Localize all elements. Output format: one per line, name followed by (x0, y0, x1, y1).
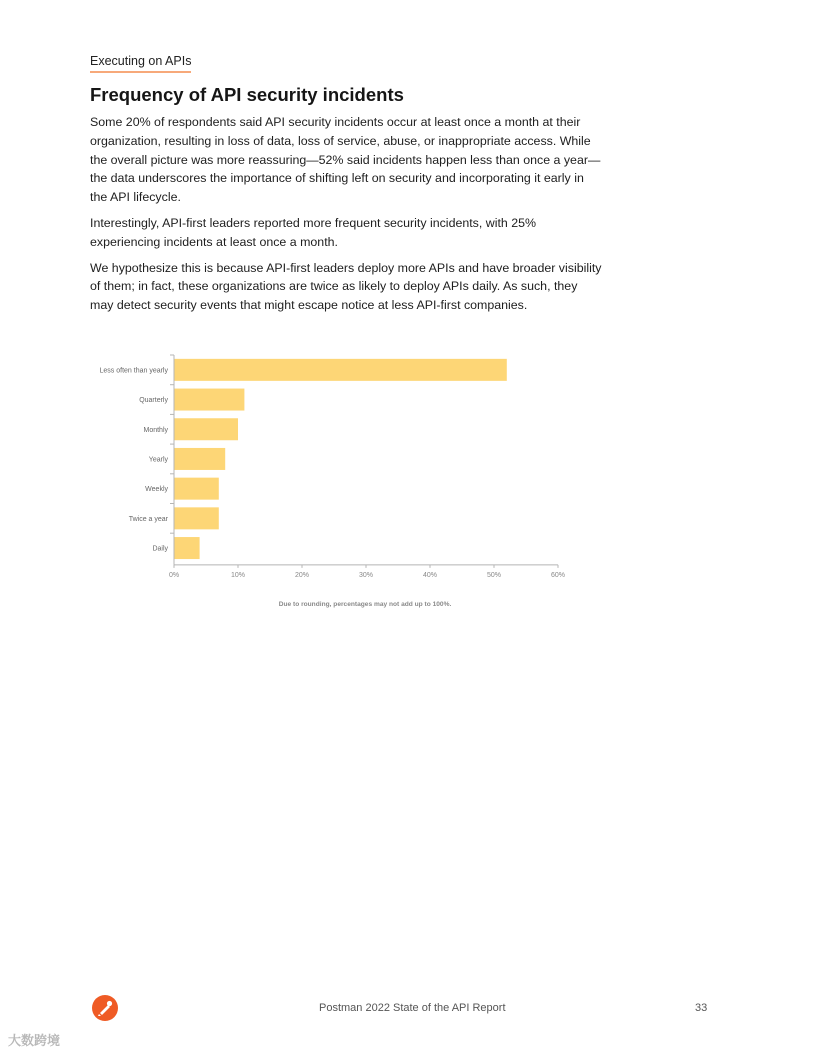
body-text (90, 113, 602, 322)
footer-page-number: 33 (695, 1002, 708, 1014)
category-label: Monthly (143, 426, 168, 434)
bar (175, 359, 507, 381)
x-tick-label: 20% (294, 571, 310, 579)
paragraph-1: Some 20% of respondents said API security incidents occur at least once a month at their organization, resulting in loss of data, loss of service, abuse, or inappropriate access. While the overall picture was more reassuring—52% said incidents happen less than once a year—the data underscores the importance of shifting left on security and incorporating it early in the API lifecycle. (90, 115, 601, 205)
bar (175, 478, 219, 500)
watermark: 大数跨境 (8, 1033, 61, 1048)
category-label: Daily (152, 545, 168, 553)
bar (175, 507, 219, 529)
paragraph-3: We hypothesize this is because API-first leaders deploy more APIs and have broader visibility of them; in fact, these organizations are twice as likely to deploy APIs daily. As such, they may detect security events that might escape notice at less API-first companies. (90, 260, 602, 313)
page-title: Frequency of API security incidents (90, 84, 404, 105)
category-label: Less often than yearly (99, 367, 168, 375)
bar (175, 448, 226, 470)
x-tick-label: 50% (486, 571, 502, 579)
x-tick-label: 40% (422, 571, 438, 579)
postman-logo-icon (92, 995, 118, 1021)
incident-frequency-chart (80, 345, 580, 615)
bar (175, 418, 239, 440)
section-label: Executing on APIs (90, 54, 191, 73)
category-label: Twice a year (128, 515, 168, 523)
x-tick-label: 10% (230, 571, 246, 579)
x-tick-label: 60% (550, 571, 566, 579)
category-label: Weekly (145, 486, 168, 494)
x-tick-label: 0% (168, 571, 180, 579)
chart-note: Due to rounding, percentages may not add up to 100%. (278, 601, 452, 608)
x-tick-label: 30% (358, 571, 374, 579)
category-label: Yearly (148, 456, 168, 464)
bar (175, 537, 200, 559)
footer-report-title: Postman 2022 State of the API Report (319, 1002, 506, 1014)
chart-canvas (80, 345, 580, 615)
bar (175, 389, 245, 411)
paragraph-2: Interestingly, API-first leaders reported more frequent security incidents, with 25% experiencing incidents at least once a month. (90, 215, 537, 249)
category-label: Quarterly (139, 397, 168, 405)
